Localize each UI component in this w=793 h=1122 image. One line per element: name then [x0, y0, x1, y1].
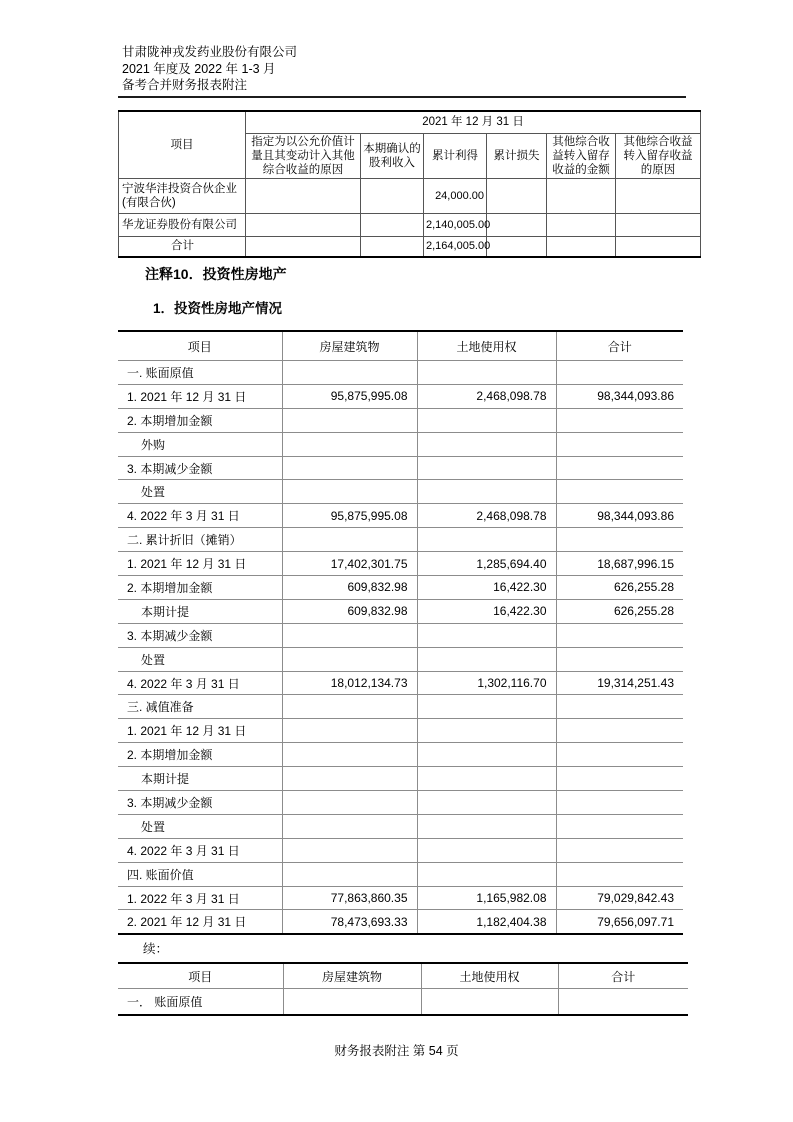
table-row	[118, 767, 683, 791]
table-row	[118, 361, 683, 385]
row-value: 77,863,860.35	[282, 886, 417, 910]
row-value	[417, 623, 556, 647]
table-row	[118, 647, 683, 671]
table-row	[119, 178, 701, 213]
table-row	[118, 384, 683, 408]
row-value	[282, 791, 417, 815]
column-header: 本期确认的股利收入	[361, 133, 424, 178]
row-label: 3. 本期减少金额	[118, 456, 282, 480]
row-value	[417, 838, 556, 862]
table-row	[119, 213, 701, 236]
table-row	[118, 528, 683, 552]
row-value	[556, 456, 683, 480]
row-value: 95,875,995.08	[282, 504, 417, 528]
row-label: 一. 账面原值	[118, 361, 282, 385]
page-header	[122, 44, 297, 94]
column-header: 土地使用权	[417, 331, 556, 361]
table-row	[118, 432, 683, 456]
row-value	[556, 623, 683, 647]
row-value: 626,255.28	[556, 599, 683, 623]
column-header: 指定为以公允价值计量且其变动计入其他综合收益的原因	[246, 133, 361, 178]
row-value	[417, 719, 556, 743]
row-label: 1. 2022 年 3 月 31 日	[118, 886, 282, 910]
column-header: 其他综合收益转入留存收益的原因	[616, 133, 701, 178]
report-period: 2021 年度及 2022 年 1-3 月	[122, 61, 276, 76]
row-value	[547, 178, 616, 213]
row-value	[556, 719, 683, 743]
table-row	[118, 743, 683, 767]
row-value	[282, 361, 417, 385]
row-value: 2,140,005.00	[424, 213, 487, 236]
column-header: 项目	[118, 331, 282, 361]
row-value	[556, 695, 683, 719]
row-value	[487, 178, 547, 213]
row-value	[417, 456, 556, 480]
row-value	[417, 480, 556, 504]
table-row	[118, 671, 683, 695]
row-label: 合计	[119, 236, 246, 257]
table-row	[118, 599, 683, 623]
row-value	[417, 361, 556, 385]
row-label: 3. 本期减少金额	[118, 791, 282, 815]
row-value	[556, 528, 683, 552]
row-label: 一． 账面原值	[118, 989, 283, 1016]
continued-table	[118, 962, 688, 1016]
table-row	[118, 910, 683, 934]
row-value: 95,875,995.08	[282, 384, 417, 408]
row-value	[361, 213, 424, 236]
row-label: 处置	[118, 480, 282, 504]
table-row	[118, 576, 683, 600]
row-value	[421, 989, 558, 1016]
sub-heading: 1．投资性房地产情况	[153, 301, 283, 316]
table-row	[119, 236, 701, 257]
column-header: 累计利得	[424, 133, 487, 178]
row-value	[246, 213, 361, 236]
column-header-item: 项目	[119, 111, 246, 178]
row-label: 华龙证券股份有限公司	[119, 213, 246, 236]
page-footer: 财务报表附注 第 54 页	[334, 1044, 459, 1058]
row-value	[487, 236, 547, 257]
row-value	[417, 743, 556, 767]
row-value: 78,473,693.33	[282, 910, 417, 934]
row-value	[417, 647, 556, 671]
table-row	[118, 719, 683, 743]
table-row	[118, 456, 683, 480]
row-label: 1. 2021 年 12 月 31 日	[118, 719, 282, 743]
table-row	[118, 623, 683, 647]
column-header: 合计	[556, 331, 683, 361]
table-row	[118, 504, 683, 528]
table-row	[118, 886, 683, 910]
column-header: 房屋建筑物	[282, 331, 417, 361]
row-value	[246, 236, 361, 257]
column-header: 累计损失	[487, 133, 547, 178]
row-value	[556, 432, 683, 456]
row-value: 79,029,842.43	[556, 886, 683, 910]
row-value	[556, 862, 683, 886]
row-value	[556, 814, 683, 838]
row-value	[361, 178, 424, 213]
row-value	[417, 408, 556, 432]
row-value: 17,402,301.75	[282, 552, 417, 576]
row-value	[417, 767, 556, 791]
fair-value-oci-table	[118, 110, 701, 258]
row-value: 79,656,097.71	[556, 910, 683, 934]
table-row	[118, 862, 683, 886]
row-value	[616, 236, 701, 257]
row-label: 2. 本期增加金额	[118, 576, 282, 600]
continued-label: 续：	[143, 942, 169, 956]
row-value	[282, 408, 417, 432]
column-header-date: 2021 年 12 月 31 日	[246, 111, 701, 133]
row-value	[556, 767, 683, 791]
row-value	[417, 432, 556, 456]
column-header: 项目	[118, 963, 283, 989]
row-label: 二. 累计折旧（摊销）	[118, 528, 282, 552]
row-label: 处置	[118, 814, 282, 838]
row-value: 1,302,116.70	[417, 671, 556, 695]
row-label: 外购	[118, 432, 282, 456]
table-row	[118, 695, 683, 719]
table-row	[118, 814, 683, 838]
row-label: 三. 减值准备	[118, 695, 282, 719]
row-value	[282, 838, 417, 862]
row-value	[282, 480, 417, 504]
row-value	[556, 408, 683, 432]
row-value: 98,344,093.86	[556, 384, 683, 408]
table-header-row	[118, 963, 688, 989]
row-value: 18,687,996.15	[556, 552, 683, 576]
row-value	[282, 647, 417, 671]
row-value	[282, 432, 417, 456]
row-value	[417, 862, 556, 886]
row-label: 宁波华沣投资合伙企业(有限合伙)	[119, 178, 246, 213]
row-value	[417, 695, 556, 719]
row-value	[547, 236, 616, 257]
row-value	[282, 862, 417, 886]
row-value: 1,285,694.40	[417, 552, 556, 576]
row-value	[282, 767, 417, 791]
row-label: 4. 2022 年 3 月 31 日	[118, 838, 282, 862]
row-value	[556, 743, 683, 767]
company-name: 甘肃陇神戎发药业股份有限公司	[122, 45, 298, 59]
row-value: 1,182,404.38	[417, 910, 556, 934]
table-header-row	[119, 111, 701, 133]
table-header-row	[118, 331, 683, 361]
row-value: 1,165,982.08	[417, 886, 556, 910]
row-label: 四. 账面价值	[118, 862, 282, 886]
row-value	[487, 213, 547, 236]
row-value	[616, 213, 701, 236]
table-row	[118, 552, 683, 576]
investment-property-table	[118, 330, 683, 935]
row-value	[556, 647, 683, 671]
row-value: 2,468,098.78	[417, 384, 556, 408]
row-value	[616, 178, 701, 213]
column-header: 房屋建筑物	[283, 963, 421, 989]
row-value: 16,422.30	[417, 599, 556, 623]
row-value: 16,422.30	[417, 576, 556, 600]
note-heading: 注释10．投资性房地产	[145, 266, 287, 282]
table-row	[118, 989, 688, 1016]
row-value: 98,344,093.86	[556, 504, 683, 528]
row-value	[282, 456, 417, 480]
row-label: 2. 本期增加金额	[118, 743, 282, 767]
row-label: 本期计提	[118, 599, 282, 623]
row-label: 4. 2022 年 3 月 31 日	[118, 504, 282, 528]
row-label: 1. 2021 年 12 月 31 日	[118, 384, 282, 408]
row-value: 609,832.98	[282, 576, 417, 600]
table-row	[118, 408, 683, 432]
row-label: 4. 2022 年 3 月 31 日	[118, 671, 282, 695]
row-value	[417, 528, 556, 552]
row-label: 3. 本期减少金额	[118, 623, 282, 647]
row-value	[556, 480, 683, 504]
row-value	[282, 695, 417, 719]
table-row	[118, 791, 683, 815]
row-value	[283, 989, 421, 1016]
table-row	[118, 480, 683, 504]
row-value	[282, 719, 417, 743]
row-value	[282, 528, 417, 552]
report-title: 备考合并财务报表附注	[122, 78, 248, 92]
row-value	[246, 178, 361, 213]
row-value	[282, 814, 417, 838]
row-value	[558, 989, 688, 1016]
row-value: 24,000.00	[424, 178, 487, 213]
column-header: 其他综合收益转入留存收益的金额	[547, 133, 616, 178]
column-header: 合计	[558, 963, 688, 989]
row-label: 本期计提	[118, 767, 282, 791]
row-label: 2. 2021 年 12 月 31 日	[118, 910, 282, 934]
row-value	[417, 791, 556, 815]
row-value	[556, 791, 683, 815]
row-value	[282, 743, 417, 767]
row-label: 2. 本期增加金额	[118, 408, 282, 432]
column-header: 土地使用权	[421, 963, 558, 989]
row-value: 18,012,134.73	[282, 671, 417, 695]
row-value: 609,832.98	[282, 599, 417, 623]
row-value	[547, 213, 616, 236]
row-value	[556, 838, 683, 862]
row-value: 19,314,251.43	[556, 671, 683, 695]
row-value	[417, 814, 556, 838]
row-value	[556, 361, 683, 385]
row-label: 1. 2021 年 12 月 31 日	[118, 552, 282, 576]
row-value: 2,164,005.00	[424, 236, 487, 257]
row-value	[282, 623, 417, 647]
row-value	[361, 236, 424, 257]
header-divider	[118, 96, 686, 98]
table-row	[118, 838, 683, 862]
row-label: 处置	[118, 647, 282, 671]
row-value: 626,255.28	[556, 576, 683, 600]
row-value: 2,468,098.78	[417, 504, 556, 528]
